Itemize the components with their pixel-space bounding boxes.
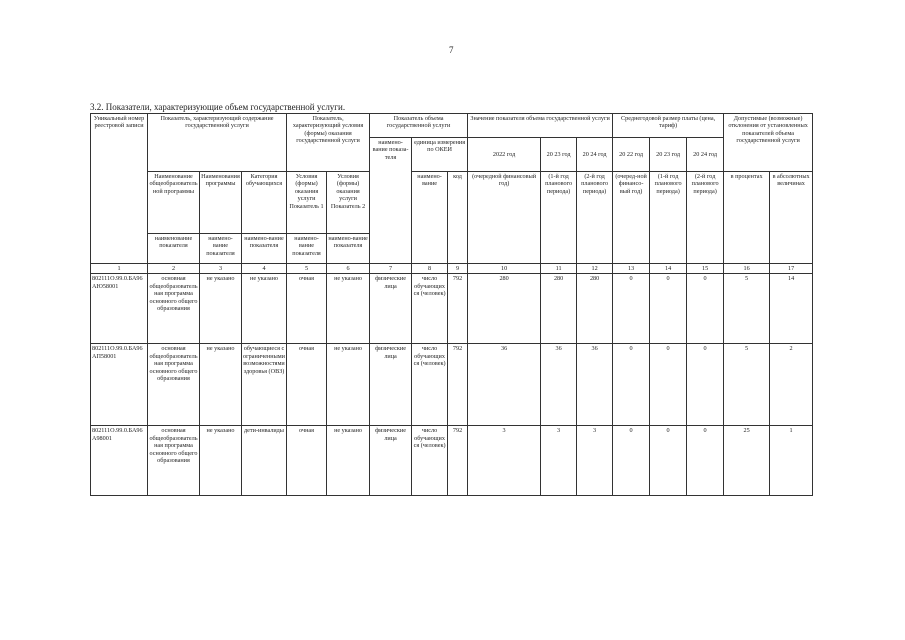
fee-year-1: 0 <box>613 426 650 496</box>
header-plan-1b: (1-й год планового периода) <box>650 172 687 264</box>
header-volume: Показатель объема государственной услуги <box>370 114 468 138</box>
header-deviation: Допустимые (возможные) отклонения от установленных показателей объема государственной услуги <box>724 114 813 172</box>
column-number-row <box>91 264 813 274</box>
header-conditions: Показатель, характеризующий условия (формы) оказания государственной услуги <box>287 114 370 172</box>
table-row <box>91 426 813 496</box>
header-content: Показатель, характеризующий содержание государственной услуги <box>148 114 287 172</box>
col-num: 15 <box>687 264 724 274</box>
header-sub-name-5: наимено-вание показателя <box>327 234 370 264</box>
condition-2-value: не указано <box>327 344 370 426</box>
programs-value: не указано <box>200 426 242 496</box>
col-num: 3 <box>200 264 242 274</box>
programs-value: не указано <box>200 274 242 344</box>
header-program-name: Наименование общеобразовательной программы <box>148 172 200 234</box>
header-programs: Наименования программы <box>200 172 242 234</box>
deviation-percent: 25 <box>724 426 770 496</box>
volume-year-1: 3 <box>468 426 541 496</box>
header-year-2: 20 23 год <box>541 138 577 172</box>
program-name: основная общеобразовательная программа основного общего образования <box>148 274 200 344</box>
header-fin-year: (очередной финансовый год) <box>468 172 541 264</box>
col-num: 5 <box>287 264 327 274</box>
volume-year-2: 280 <box>541 274 577 344</box>
registry-number: 802111О.99.0.БА96АЮ58001 <box>91 274 148 344</box>
fee-year-1: 0 <box>613 274 650 344</box>
header-conditions-1: Условия (формы) оказания услуги Показатель 1 <box>287 172 327 234</box>
deviation-absolute: 14 <box>770 274 813 344</box>
unit-code-value: 792 <box>448 426 468 496</box>
volume-year-2: 3 <box>541 426 577 496</box>
unit-name-value: число обучающихся (человек) <box>412 426 448 496</box>
col-num: 4 <box>242 264 287 274</box>
section-title: 3.2. Показатели, характеризующие объем государственной услуги. <box>90 102 346 112</box>
fee-year-2: 0 <box>650 274 687 344</box>
deviation-percent: 5 <box>724 344 770 426</box>
header-unit: единица измерения по ОКЕИ <box>412 138 468 172</box>
deviation-percent: 5 <box>724 274 770 344</box>
header-plan-2b: (2-й год планового периода) <box>687 172 724 264</box>
volume-year-3: 280 <box>577 274 613 344</box>
page-number: 7 <box>449 45 454 55</box>
registry-number: 802111О.99.0.БА96А98001 <box>91 426 148 496</box>
condition-2-value: не указано <box>327 426 370 496</box>
header-year-1: 2022 год <box>468 138 541 172</box>
condition-1-value: очная <box>287 274 327 344</box>
deviation-absolute: 1 <box>770 426 813 496</box>
header-year-3b: 20 24 год <box>687 138 724 172</box>
header-sub-name-1: наименование показателя <box>148 234 200 264</box>
table-row <box>91 274 813 344</box>
volume-year-1: 36 <box>468 344 541 426</box>
header-avg-fee: Среднегодовой размер платы (цена, тариф) <box>613 114 724 138</box>
header-in-percent: в процентах <box>724 172 770 264</box>
header-unit-name: наимено-вание <box>412 172 448 264</box>
volume-year-1: 280 <box>468 274 541 344</box>
col-num: 6 <box>327 264 370 274</box>
indicator-value: физические лица <box>370 274 412 344</box>
col-num: 8 <box>412 264 448 274</box>
col-num: 16 <box>724 264 770 274</box>
volume-indicators-table <box>90 113 813 496</box>
programs-value: не указано <box>200 344 242 426</box>
indicator-value: физические лица <box>370 426 412 496</box>
fee-year-2: 0 <box>650 344 687 426</box>
table-row <box>91 344 813 426</box>
fee-year-1: 0 <box>613 344 650 426</box>
condition-1-value: очная <box>287 426 327 496</box>
unit-name-value: число обучающихся (человек) <box>412 274 448 344</box>
header-conditions-2: Условия (формы) оказания услуги Показатель 2 <box>327 172 370 234</box>
col-num: 2 <box>148 264 200 274</box>
col-num: 11 <box>541 264 577 274</box>
fee-year-3: 0 <box>687 274 724 344</box>
indicator-value: физические лица <box>370 344 412 426</box>
header-year-3: 20 24 год <box>577 138 613 172</box>
col-num: 14 <box>650 264 687 274</box>
unit-code-value: 792 <box>448 344 468 426</box>
fee-year-3: 0 <box>687 426 724 496</box>
header-volume-value: Значение показателя объема государственной услуги <box>468 114 613 138</box>
category-value: дети-инвалиды <box>242 426 287 496</box>
col-num: 7 <box>370 264 412 274</box>
col-num: 17 <box>770 264 813 274</box>
header-registry: Уникальный номер реестровой записи <box>91 114 148 264</box>
header-plan-2: (2-й год планового периода) <box>577 172 613 264</box>
deviation-absolute: 2 <box>770 344 813 426</box>
header-indicator-name: наимено-вание показа-теля <box>370 138 412 264</box>
condition-1-value: очная <box>287 344 327 426</box>
category-value: не указано <box>242 274 287 344</box>
fee-year-3: 0 <box>687 344 724 426</box>
program-name: основная общеобразовательная программа основного общего образования <box>148 344 200 426</box>
unit-name-value: число обучающихся (человек) <box>412 344 448 426</box>
col-num: 1 <box>91 264 148 274</box>
col-num: 10 <box>468 264 541 274</box>
condition-2-value: не указано <box>327 274 370 344</box>
header-sub-name-2: наимено-вание показателя <box>200 234 242 264</box>
unit-code-value: 792 <box>448 274 468 344</box>
volume-year-2: 36 <box>541 344 577 426</box>
header-plan-1: (1-й год планового периода) <box>541 172 577 264</box>
col-num: 13 <box>613 264 650 274</box>
col-num: 12 <box>577 264 613 274</box>
header-year-1b: 20 22 год <box>613 138 650 172</box>
registry-number: 802111О.99.0.БА96АП58001 <box>91 344 148 426</box>
header-sub-name-3: наимено-вание показателя <box>242 234 287 264</box>
header-in-absolute: в абсолютных величинах <box>770 172 813 264</box>
volume-year-3: 36 <box>577 344 613 426</box>
header-year-2b: 20 23 год <box>650 138 687 172</box>
header-sub-name-4: наимено-вание показателя <box>287 234 327 264</box>
category-value: обучающиеся с ограниченными возможностями здоровья (ОВЗ) <box>242 344 287 426</box>
fee-year-2: 0 <box>650 426 687 496</box>
header-fin-year-b: (очеред-ной финансо-вый год) <box>613 172 650 264</box>
volume-year-3: 3 <box>577 426 613 496</box>
col-num: 9 <box>448 264 468 274</box>
header-unit-code: код <box>448 172 468 264</box>
header-category: Категория обучающихся <box>242 172 287 234</box>
program-name: основная общеобразовательная программа основного общего образования <box>148 426 200 496</box>
